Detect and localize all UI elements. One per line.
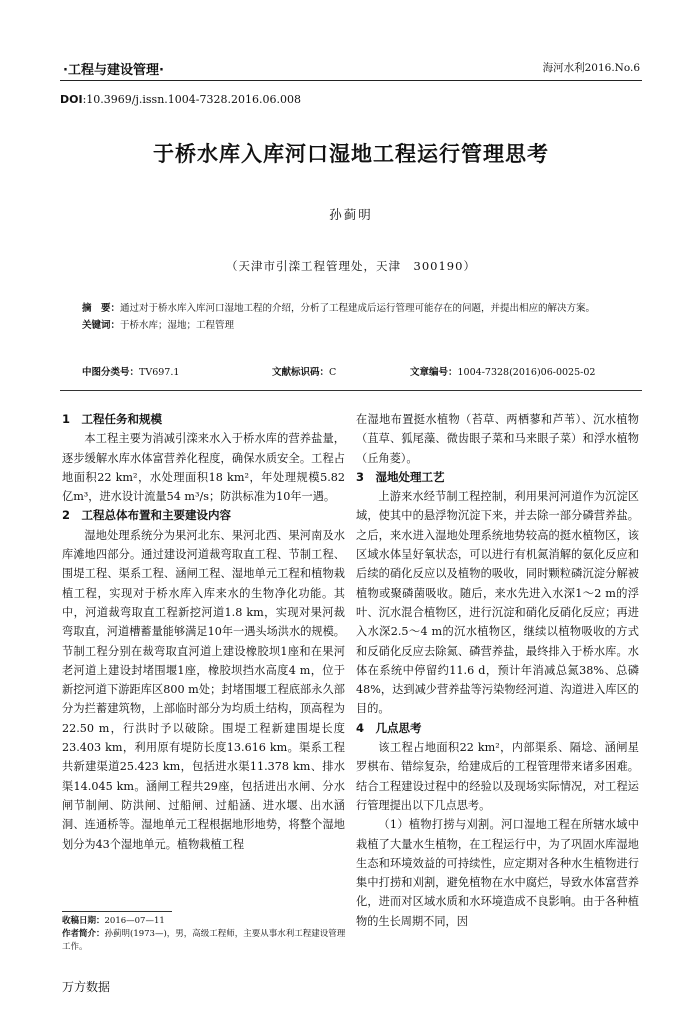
author: 孙蓟明 <box>329 207 373 222</box>
received-label: 收稿日期： <box>62 916 105 926</box>
section-1-heading: 1 工程任务和规模 <box>62 412 163 426</box>
doi-value[interactable]: :10.3969/j.issn.1004-7328.2016.06.008 <box>82 93 301 106</box>
keywords <box>82 317 618 334</box>
received-date <box>62 915 347 928</box>
section-3-paragraph: 上游来水经节制工程控制，利用果河河道作为沉淀区域，使其中的悬浮物沉淀下来，并去除一部分磷营养盐。之后，来水进入湿地处理系统地势较高的挺水植物区，该区域水体呈好氧状态，可以进行有机氮消解的氨化反应和后续的硝化反应以及植物的吸收，同时颗粒磷沉淀分解被植物或聚磷菌吸收。随后，来水先进入水深1～2 m的浮叶、沉水混合植物区，进行沉淀和硝化反硝化反应；再进入水深2.5～4 m的沉水植物区，继续以植物吸收的方式和反硝化反应去除氮、磷营养盐，最终排入于桥水库。水体在系统中停留约11.6 d，预计年消减总氮38%、总磷48%，达到减少营养盐等污染物经河道、沟道进入库区的目的。 <box>356 490 639 716</box>
section-4-paragraph: 该工程占地面积22 km²，内部渠系、隔埝、涵闸星罗棋布、错综复杂，给建成后的工程管理带来诸多困难。结合工程建设过程中的经验以及现场实际情况，对工程运行管理提出以下几点思考。 <box>356 741 639 812</box>
doc-code-label: 文献标识码： <box>272 367 330 378</box>
bio-value: 孙蓟明(1973—)，男，高级工程师，主要从事水利工程建设管理工作。 <box>62 929 346 952</box>
article-number-label: 文章编号： <box>410 367 458 378</box>
clc-label: 中图分类号： <box>82 367 140 378</box>
header-rule <box>60 80 642 81</box>
clc-value: TV697.1 <box>139 367 180 378</box>
footnote-rule <box>62 911 172 912</box>
column-label: ·工程与建设管理· <box>63 63 164 78</box>
received-value: 2016—07—11 <box>104 916 165 926</box>
section-2-paragraph: 湿地处理系统分为果河北东、果河北西、果河南及水库滩地四部分。通过建设河道裁弯取直工程、节制工程、围堤工程、渠系工程、涵闸工程、湿地单元工程和植物栽植工程，实现对于桥水库入库来水的生物净化功能。其中，河道裁弯取直工程新挖河道1.8 km，实现对果河裁弯取直，河道槽蓄量能够满足10年一遇头场洪水的规模。节制工程分别在裁弯取直河道上建设橡胶坝1座和在果河老河道上建设封堵围堰1座，橡胶坝挡水高度4 m，位于新挖河道下游距库区800 m处；封堵围堰工程底部永久部分为拦蓄建筑物，上部临时部分为均质土结构，顶高程为22.50 m，行洪时予以破除。围堤工程新建围堤长度23.403 km，利用原有堤防长度13.616 km。渠系工程共新建渠道25.423 km，包括进水渠11.378 km、排水渠14.045 km。涵闸工程共29座，包括进出水闸、分水闸节制闸、防洪闸、过船闸、过船涵、进水堰、出水涵洞、连通桥等。湿地单元工程根据地形地势，将整个湿地划分为43个湿地单元。植物栽植工程 <box>62 528 345 851</box>
clc-number <box>82 364 179 378</box>
doi <box>60 93 301 106</box>
section-2-heading: 2 工程总体布置和主要建设内容 <box>62 508 231 523</box>
doi-label: DOI <box>60 93 83 106</box>
right-column <box>356 410 639 931</box>
keywords-label: 关键词： <box>82 320 121 331</box>
doc-code-value: C <box>329 367 337 378</box>
section-1-paragraph: 本工程主要为消减引滦来水入于桥水库的营养盐量，逐步缓解水库水体富营养化程度，确保水质安全。工程占地面积22 km²，水处理面积18 km²，年处理规模5.82亿m³，进水设计流量54 m³/s；防洪标准为10年一遇。 <box>62 432 345 504</box>
affiliation: （天津市引滦工程管理处，天津 300190） <box>226 259 476 273</box>
article-number-value: 1004-7328(2016)06-0025-02 <box>457 367 596 378</box>
body-rule <box>60 390 642 391</box>
footer-watermark: 万方数据 <box>62 980 111 994</box>
section-4-heading: 4 几点思考 <box>356 720 422 735</box>
abstract-block <box>82 300 618 334</box>
paper-title: 于桥水库入库河口湿地工程运行管理思考 <box>153 142 549 166</box>
journal-issue: 海河水利2016.No.6 <box>542 62 640 74</box>
keywords-text: 于桥水库；湿地；工程管理 <box>120 320 235 331</box>
abstract <box>82 300 618 317</box>
abstract-text: 通过对于桥水库入库河口湿地工程的介绍，分析了工程建成后运行管理可能存在的问题，并提出相应的解决方案。 <box>120 303 596 314</box>
author-bio <box>62 928 347 954</box>
section-3-heading: 3 湿地处理工艺 <box>356 469 445 484</box>
abstract-label: 摘 要： <box>82 303 121 314</box>
section-4-item-1: （1）植物打捞与刈割。河口湿地工程在所辖水域中栽植了大量水生植物，在工程运行中，为了巩固水库湿地生态和环境效益的可持续性，应定期对各种水生植物进行集中打捞和刈割，避免植物在水中腐烂，导致水体富营养化，进而对区域水质和水环境造成不良影响。由于各种植物的生长周期不同，因 <box>356 818 639 928</box>
left-column <box>62 410 345 854</box>
document-code <box>272 364 336 378</box>
article-number <box>410 364 595 378</box>
section-2-paragraph-cont: 在湿地布置挺水植物（苔草、两栖蓼和芦苇）、沉水植物（苴草、狐尾藻、微齿眼子菜和马来眼子菜）和浮水植物（丘角菱）。 <box>356 413 639 465</box>
footnote <box>62 915 347 954</box>
bio-label: 作者简介： <box>62 929 105 939</box>
